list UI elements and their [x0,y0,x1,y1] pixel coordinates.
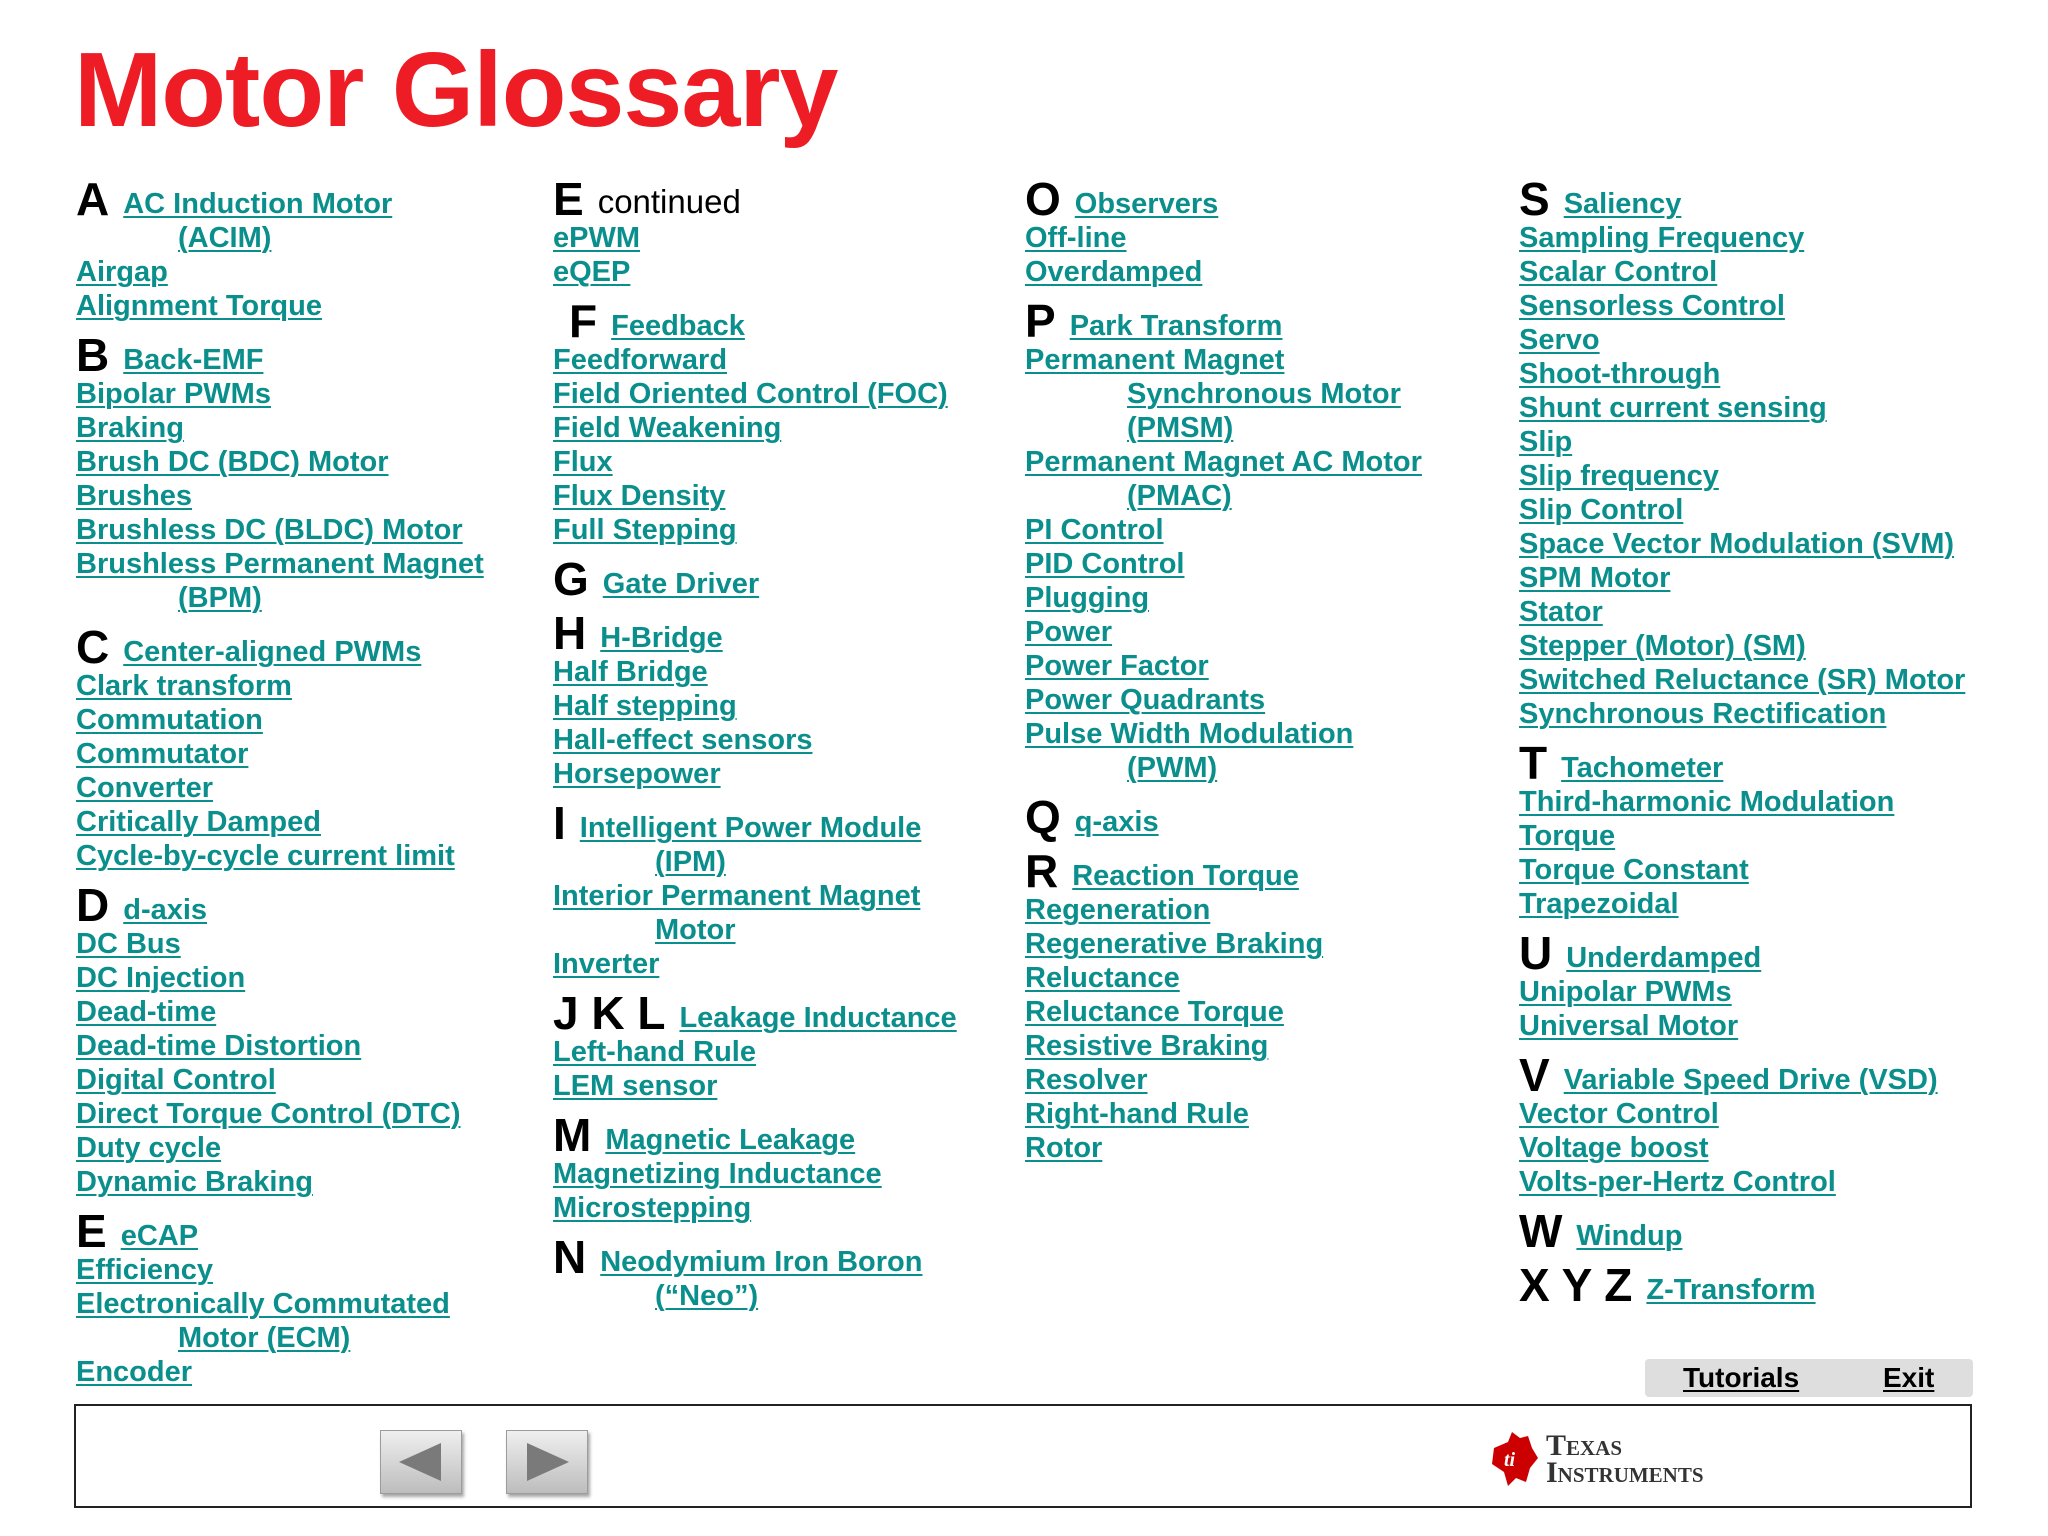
section-letter: T [1519,737,1548,789]
glossary-entry [76,221,484,255]
glossary-entry [76,445,484,479]
glossary-entry [1025,751,1422,785]
glossary-entry [1025,893,1422,927]
glossary-entry [76,377,484,411]
left-arrow-icon [381,1431,461,1493]
glossary-link-lem-sensor[interactable]: LEM sensor [553,1070,718,1102]
glossary-entry [1519,255,1965,289]
section-letter: Q [1025,791,1061,843]
glossary-link-right-hand-rule[interactable]: Right-hand Rule [1025,1098,1249,1130]
section-letter: E [553,173,584,225]
glossary-entry [553,797,957,849]
glossary-link-h-bridge[interactable]: H-Bridge [600,622,723,654]
glossary-link-slip-frequency[interactable]: Slip frequency [1519,460,1719,492]
glossary-entry [1519,289,1965,323]
glossary-link-slip[interactable]: Slip [1519,426,1573,458]
glossary-link-q-axis[interactable]: q-axis [1074,806,1159,838]
footer-bar [74,1404,1972,1508]
glossary-entry [553,255,957,289]
glossary-entry [553,513,957,547]
glossary-link-vector-control[interactable]: Vector Control [1519,1098,1719,1130]
glossary-entry [76,513,484,547]
glossary-link-torque-constant[interactable]: Torque Constant [1519,854,1749,886]
ti-wordmark [1546,1429,1704,1489]
glossary-link-encoder[interactable]: Encoder [76,1356,193,1388]
glossary-link-underdamped[interactable]: Underdamped [1566,942,1762,974]
glossary-entry [1519,819,1965,853]
glossary-link-universal-motor[interactable]: Universal Motor [1519,1010,1739,1042]
glossary-entry [76,1097,484,1131]
svg-text:ti: ti [1504,1449,1516,1471]
glossary-entry [1519,493,1965,527]
glossary-entry [76,737,484,771]
glossary-link-dc-bus[interactable]: DC Bus [76,928,181,960]
glossary-entry [553,343,957,377]
glossary-entry [553,411,957,445]
glossary-link-interior-permanent-magnet[interactable]: Interior Permanent Magnet [553,880,921,912]
glossary-link-airgap[interactable]: Airgap [76,256,168,288]
glossary-column-e-n [553,173,957,1313]
glossary-link-commutation[interactable]: Commutation [76,704,263,736]
glossary-entry [1025,717,1422,751]
glossary-link-clark-transform[interactable]: Clark transform [76,670,292,702]
glossary-link-dynamic-braking[interactable]: Dynamic Braking [76,1166,313,1198]
glossary-link-gate-driver[interactable]: Gate Driver [602,568,760,600]
glossary-link-spm-motor[interactable]: SPM Motor [1519,562,1671,594]
glossary-entry [553,295,957,347]
glossary-entry [1025,845,1422,897]
glossary-entry [553,655,957,689]
glossary-entry [1025,343,1422,377]
glossary-link-regeneration[interactable]: Regeneration [1025,894,1211,926]
glossary-link-voltage-boost[interactable]: Voltage boost [1519,1132,1709,1164]
glossary-entry [1519,425,1965,459]
glossary-entry [553,173,957,225]
section-letter: M [553,1109,592,1161]
glossary-entry [1025,411,1422,445]
glossary-link-magnetizing-inductance[interactable]: Magnetizing Inductance [553,1158,882,1190]
glossary-entry [1025,1063,1422,1097]
glossary-entry [1025,479,1422,513]
glossary-link-plugging[interactable]: Plugging [1025,582,1150,614]
glossary-entry [1025,581,1422,615]
glossary-entry [553,1191,957,1225]
section-letter: R [1025,845,1059,897]
glossary-link-electronically-commutated[interactable]: Electronically Commutated [76,1288,450,1320]
glossary-entry [76,1029,484,1063]
glossary-link-permanent-magnet[interactable]: Permanent Magnet [1025,344,1285,376]
section-letter: G [553,553,589,605]
glossary-entry [1519,663,1965,697]
section-letter: J K L [553,987,666,1039]
glossary-entry [76,995,484,1029]
ti-emblem-icon [1486,1428,1542,1490]
glossary-link-intelligent-power-module[interactable]: Intelligent Power Module [579,812,922,844]
glossary-entry [1519,927,1965,979]
glossary-link-eqep[interactable]: eQEP [553,256,631,288]
section-letter: I [553,797,566,849]
section-letter: A [76,173,110,225]
glossary-column-a-e [76,173,484,1389]
glossary-entry [1025,1097,1422,1131]
glossary-link-stator[interactable]: Stator [1519,596,1603,628]
ti-wordmark-line2: Instruments [1546,1456,1704,1489]
glossary-entry [1025,547,1422,581]
glossary-entry [1025,927,1422,961]
glossary-entry [1519,391,1965,425]
glossary-entry [1519,975,1965,1009]
glossary-link-microstepping[interactable]: Microstepping [553,1192,752,1224]
glossary-entry [76,255,484,289]
glossary-link-neodymium-iron-boron[interactable]: Neodymium Iron Boron [600,1246,923,1278]
glossary-link-slip-control[interactable]: Slip Control [1519,494,1684,526]
glossary-entry [553,1279,957,1313]
glossary-link-reluctance-torque[interactable]: Reluctance Torque [1025,996,1284,1028]
section-letter: D [76,879,110,931]
glossary-link-switched-reluctance-sr-motor[interactable]: Switched Reluctance (SR) Motor [1519,664,1966,696]
glossary-entry [1519,595,1965,629]
section-letter: S [1519,173,1550,225]
glossary-link-full-stepping[interactable]: Full Stepping [553,514,737,546]
glossary-link-torque[interactable]: Torque [1519,820,1616,852]
glossary-link-bipolar-pwms[interactable]: Bipolar PWMs [76,378,271,410]
glossary-entry [76,547,484,581]
glossary-link-braking[interactable]: Braking [76,412,184,444]
glossary-entry [1519,221,1965,255]
glossary-entry [76,1321,484,1355]
glossary-link-third-harmonic-modulation[interactable]: Third-harmonic Modulation [1519,786,1895,818]
glossary-entry [553,607,957,659]
glossary-entry [1025,445,1422,479]
glossary-link-ipm[interactable]: (IPM) [655,846,726,878]
glossary-link-shunt-current-sensing[interactable]: Shunt current sensing [1519,392,1827,424]
glossary-link-hall-effect-sensors[interactable]: Hall-effect sensors [553,724,813,756]
glossary-entry [553,1231,957,1283]
glossary-entry [1519,629,1965,663]
glossary-link-pmac[interactable]: (PMAC) [1127,480,1232,512]
glossary-entry [76,1165,484,1199]
page-title: Motor Glossary [74,31,838,149]
glossary-entry [1519,1097,1965,1131]
glossary-link-z-transform[interactable]: Z-Transform [1646,1274,1816,1306]
ti-wordmark-line1: Texas [1546,1429,1623,1462]
glossary-entry [1025,295,1422,347]
glossary-link-center-aligned-pwms[interactable]: Center-aligned PWMs [123,636,422,668]
glossary-link-volts-per-hertz-control[interactable]: Volts-per-Hertz Control [1519,1166,1836,1198]
glossary-entry [76,581,484,615]
glossary-entry [1025,221,1422,255]
glossary-entry [1519,853,1965,887]
glossary-entry [553,221,957,255]
glossary-link-pi-control[interactable]: PI Control [1025,514,1164,546]
glossary-link-resolver[interactable]: Resolver [1025,1064,1148,1096]
glossary-entry [1519,1131,1965,1165]
glossary-entry [1025,255,1422,289]
right-arrow-icon [507,1431,587,1493]
glossary-link-feedback[interactable]: Feedback [611,310,745,342]
section-letter: N [553,1231,587,1283]
glossary-link-saliency[interactable]: Saliency [1563,188,1682,220]
glossary-entry [76,927,484,961]
glossary-entry [553,947,957,981]
glossary-link-trapezoidal[interactable]: Trapezoidal [1519,888,1679,920]
glossary-entry [553,377,957,411]
glossary-entry [1025,961,1422,995]
glossary-link-critically-damped[interactable]: Critically Damped [76,806,321,838]
glossary-link-duty-cycle[interactable]: Duty cycle [76,1132,222,1164]
glossary-link-dead-time-distortion[interactable]: Dead-time Distortion [76,1030,362,1062]
glossary-entry [1519,737,1965,789]
section-letter: P [1025,295,1056,347]
glossary-entry [553,987,957,1039]
glossary-link-bpm[interactable]: (BPM) [178,582,262,614]
glossary-link-synchronous-rectification[interactable]: Synchronous Rectification [1519,698,1887,730]
tutorials-link[interactable]: Tutorials [1683,1362,1800,1393]
glossary-link-inverter[interactable]: Inverter [553,948,660,980]
glossary-entry [553,1109,957,1161]
glossary-link-windup[interactable]: Windup [1576,1220,1683,1252]
glossary-link-d-axis[interactable]: d-axis [123,894,208,926]
glossary-link-dc-injection[interactable]: DC Injection [76,962,246,994]
section-letter: X Y Z [1519,1259,1633,1311]
glossary-link-horsepower[interactable]: Horsepower [553,758,721,790]
glossary-entry [1025,649,1422,683]
glossary-column-s-z [1519,173,1966,1311]
glossary-link-shoot-through[interactable]: Shoot-through [1519,358,1721,390]
glossary-entry [1025,1029,1422,1063]
glossary-entry [76,329,484,381]
glossary-entry [76,839,484,873]
glossary-entry [76,669,484,703]
glossary-entry [1519,459,1965,493]
glossary-link-brushless-permanent-magnet[interactable]: Brushless Permanent Magnet [76,548,484,580]
glossary-entry [1025,615,1422,649]
glossary-link-observers[interactable]: Observers [1074,188,1219,220]
glossary-link-motor-ecm[interactable]: Motor (ECM) [178,1322,351,1354]
glossary-link-back-emf[interactable]: Back-EMF [123,344,264,376]
glossary-entry [553,845,957,879]
glossary-link-power[interactable]: Power [1025,616,1113,648]
glossary-link-brush-dc-bdc-motor[interactable]: Brush DC (BDC) Motor [76,446,389,478]
glossary-entry [553,913,957,947]
glossary-entry [76,879,484,931]
glossary-entry [1519,697,1965,731]
glossary-entry [76,805,484,839]
glossary-entry [1519,1205,1965,1257]
glossary-link-alignment-torque[interactable]: Alignment Torque [76,290,322,322]
glossary-entry [1025,791,1422,843]
glossary-entry [1519,1259,1965,1311]
section-letter: V [1519,1049,1550,1101]
glossary-link-pwm[interactable]: (PWM) [1127,752,1218,784]
glossary-link-power-factor[interactable]: Power Factor [1025,650,1209,682]
glossary-link-rotor[interactable]: Rotor [1025,1132,1103,1164]
glossary-link-motor[interactable]: Motor [655,914,736,946]
section-letter: W [1519,1205,1563,1257]
glossary-entry [76,1131,484,1165]
glossary-link-reluctance[interactable]: Reluctance [1025,962,1180,994]
glossary-entry [1519,561,1965,595]
glossary-entry [553,1069,957,1103]
glossary-entry [1025,377,1422,411]
glossary-link-half-bridge[interactable]: Half Bridge [553,656,708,688]
texas-instruments-logo [1486,1428,1704,1490]
glossary-entry [1519,887,1965,921]
glossary-link-cycle-by-cycle-current-limit[interactable]: Cycle-by-cycle current limit [76,840,455,872]
glossary-entry [76,411,484,445]
glossary-entry [76,703,484,737]
glossary-link-magnetic-leakage[interactable]: Magnetic Leakage [605,1124,856,1156]
glossary-link-flux[interactable]: Flux [553,446,613,478]
section-letter: C [76,621,110,673]
glossary-link-power-quadrants[interactable]: Power Quadrants [1025,684,1266,716]
glossary-column-o-r [1025,173,1422,1165]
glossary-entry [76,289,484,323]
glossary-entry [1025,995,1422,1029]
glossary-link-ecap[interactable]: eCAP [120,1220,199,1252]
glossary-link-resistive-braking[interactable]: Resistive Braking [1025,1030,1269,1062]
glossary-entry [76,1205,484,1257]
section-letter: F [569,295,598,347]
glossary-link-leakage-inductance[interactable]: Leakage Inductance [679,1002,957,1034]
glossary-entry [553,757,957,791]
glossary-entry [553,1035,957,1069]
glossary-entry [1025,173,1422,225]
glossary-link-sensorless-control[interactable]: Sensorless Control [1519,290,1785,322]
section-letter: O [1025,173,1061,225]
section-letter: E [76,1205,107,1257]
glossary-entry [553,723,957,757]
glossary-entry [1519,527,1965,561]
glossary-entry [553,479,957,513]
glossary-link-sampling-frequency[interactable]: Sampling Frequency [1519,222,1805,254]
glossary-entry [1025,513,1422,547]
glossary-link-pid-control[interactable]: PID Control [1025,548,1185,580]
glossary-entry [553,879,957,913]
glossary-link-regenerative-braking[interactable]: Regenerative Braking [1025,928,1324,960]
glossary-link-variable-speed-drive-vsd[interactable]: Variable Speed Drive (VSD) [1563,1064,1938,1096]
glossary-link-field-weakening[interactable]: Field Weakening [553,412,782,444]
glossary-link-reaction-torque[interactable]: Reaction Torque [1072,860,1299,892]
glossary-entry [1519,357,1965,391]
glossary-link-half-stepping[interactable]: Half stepping [553,690,737,722]
glossary-link-brushless-dc-bldc-motor[interactable]: Brushless DC (BLDC) Motor [76,514,463,546]
glossary-entry [1519,1009,1965,1043]
glossary-link-park-transform[interactable]: Park Transform [1069,310,1283,342]
glossary-entry [1519,785,1965,819]
section-continued-label: continued [597,183,741,220]
section-letter: U [1519,927,1553,979]
next-button[interactable] [506,1430,588,1494]
glossary-link-brushes[interactable]: Brushes [76,480,193,512]
glossary-link-dead-time[interactable]: Dead-time [76,996,217,1028]
glossary-link-stepper-motor-sm[interactable]: Stepper (Motor) (SM) [1519,630,1806,662]
glossary-link-pmsm[interactable]: (PMSM) [1127,412,1234,444]
glossary-link-acim[interactable]: (ACIM) [178,222,272,254]
glossary-entry [1025,1131,1422,1165]
glossary-link-efficiency[interactable]: Efficiency [76,1254,213,1286]
glossary-entry [1519,173,1965,225]
glossary-link-space-vector-modulation-svm[interactable]: Space Vector Modulation (SVM) [1519,528,1955,560]
glossary-link-scalar-control[interactable]: Scalar Control [1519,256,1718,288]
glossary-link-overdamped[interactable]: Overdamped [1025,256,1203,288]
glossary-link-flux-density[interactable]: Flux Density [553,480,726,512]
glossary-link-off-line[interactable]: Off-line [1025,222,1127,254]
glossary-entry [76,1287,484,1321]
top-nav-bar [1645,1359,1973,1397]
glossary-link-epwm[interactable]: ePWM [553,222,640,254]
glossary-link-unipolar-pwms[interactable]: Unipolar PWMs [1519,976,1732,1008]
glossary-link-converter[interactable]: Converter [76,772,213,804]
glossary-entry [76,1063,484,1097]
glossary-entry [1025,683,1422,717]
glossary-link-neo[interactable]: (“Neo”) [655,1280,759,1312]
glossary-link-direct-torque-control-dtc[interactable]: Direct Torque Control (DTC) [76,1098,461,1130]
glossary-link-permanent-magnet-ac-motor[interactable]: Permanent Magnet AC Motor [1025,446,1422,478]
glossary-entry [76,1253,484,1287]
glossary-link-field-oriented-control-foc[interactable]: Field Oriented Control (FOC) [553,378,948,410]
glossary-link-ac-induction-motor[interactable]: AC Induction Motor [123,188,393,220]
glossary-entry [76,173,484,225]
glossary-link-commutator[interactable]: Commutator [76,738,249,770]
glossary-entry [1519,1049,1965,1101]
glossary-link-pulse-width-modulation[interactable]: Pulse Width Modulation [1025,718,1354,750]
glossary-entry [76,771,484,805]
glossary-link-tachometer[interactable]: Tachometer [1561,752,1724,784]
glossary-entry [1519,1165,1965,1199]
exit-link[interactable]: Exit [1883,1362,1935,1393]
glossary-link-synchronous-motor[interactable]: Synchronous Motor [1127,378,1401,410]
glossary-link-servo[interactable]: Servo [1519,324,1600,356]
section-letter: H [553,607,587,659]
glossary-entry [553,445,957,479]
glossary-entry [76,621,484,673]
glossary-link-left-hand-rule[interactable]: Left-hand Rule [553,1036,756,1068]
section-letter: B [76,329,110,381]
glossary-entry [1519,323,1965,357]
glossary-entry [553,553,957,605]
glossary-entry [76,1355,484,1389]
glossary-entry [553,689,957,723]
previous-button[interactable] [380,1430,462,1494]
glossary-entry [553,1157,957,1191]
glossary-entry [76,961,484,995]
glossary-link-digital-control[interactable]: Digital Control [76,1064,276,1096]
glossary-entry [76,479,484,513]
glossary-link-feedforward[interactable]: Feedforward [553,344,728,376]
